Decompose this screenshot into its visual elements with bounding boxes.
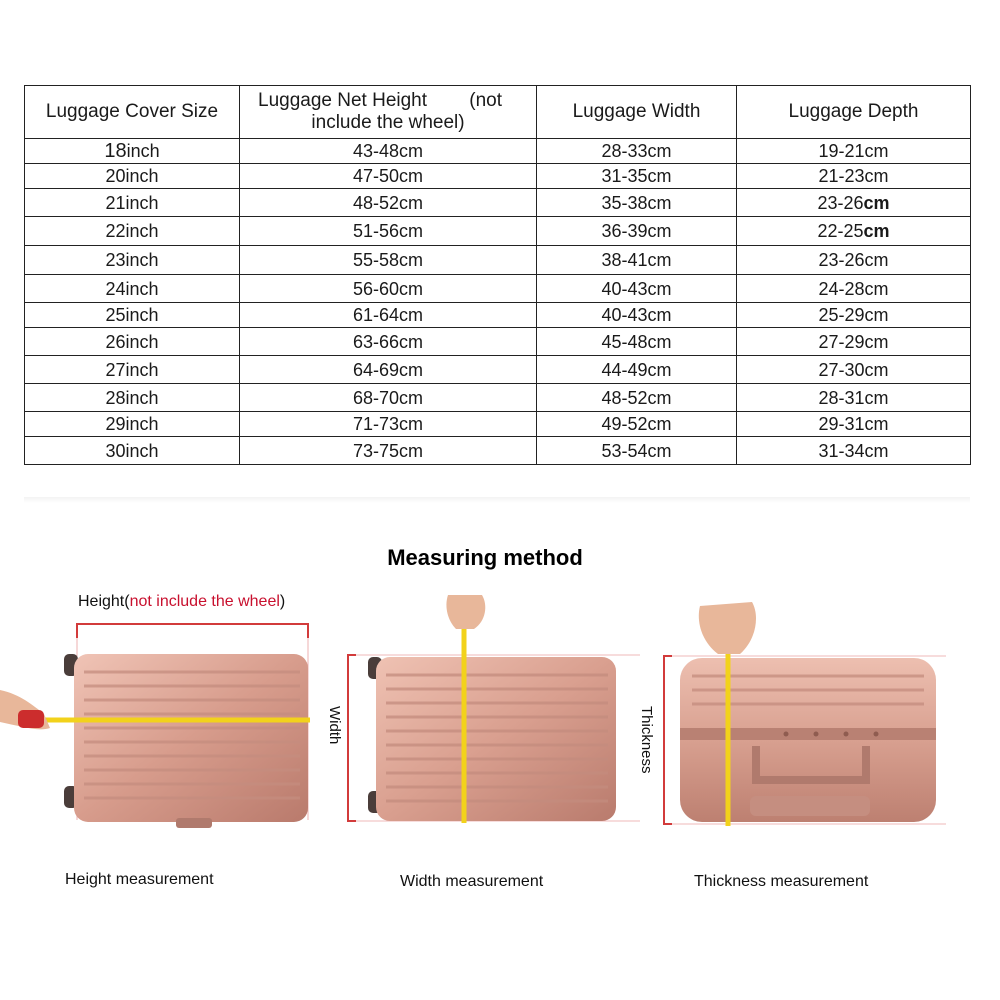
height-label-suffix: ) xyxy=(279,593,286,610)
table-row xyxy=(25,437,971,465)
header-width: Luggage Width xyxy=(537,86,737,139)
depth-unit: cm xyxy=(863,192,890,213)
table-row xyxy=(25,139,971,164)
cell-width: 48-52cm xyxy=(537,384,737,412)
size-number: 21 xyxy=(105,192,126,213)
thickness-side-label: Thickness xyxy=(638,706,655,774)
table-row xyxy=(25,275,971,303)
cell-height: 47-50cm xyxy=(240,164,537,189)
cell-depth: 25-29cm xyxy=(737,303,971,328)
table-row xyxy=(25,217,971,246)
size-number: 22 xyxy=(105,221,126,241)
cell-depth: 27-29cm xyxy=(737,328,971,356)
table-row xyxy=(25,412,971,437)
cell-size xyxy=(25,246,240,275)
height-label-prefix: Height( xyxy=(78,593,130,610)
size-number: 23 xyxy=(105,250,126,270)
table-row xyxy=(25,303,971,328)
cell-width: 49-52cm xyxy=(537,412,737,437)
size-number: 27 xyxy=(105,359,126,380)
caption-width: Width measurement xyxy=(400,873,544,890)
cell-width: 40-43cm xyxy=(537,275,737,303)
cell-size xyxy=(25,303,240,328)
cell-height: 71-73cm xyxy=(240,412,537,437)
table-row xyxy=(25,246,971,275)
header-net-height-line2: include the wheel) xyxy=(311,112,465,133)
cell-height: 64-69cm xyxy=(240,356,537,384)
table-row xyxy=(25,384,971,412)
cell-width: 53-54cm xyxy=(537,437,737,465)
cell-size xyxy=(25,217,240,246)
suitcase-front-width-illustration xyxy=(342,595,640,833)
size-unit: inch xyxy=(125,440,159,461)
table-row xyxy=(25,189,971,217)
table-row xyxy=(25,356,971,384)
size-number: 18 xyxy=(104,140,127,162)
header-net-height-line1: Luggage Net Height (not xyxy=(258,90,502,111)
cell-height: 55-58cm xyxy=(240,246,537,275)
caption-thickness: Thickness measurement xyxy=(694,873,869,890)
cell-width: 45-48cm xyxy=(537,328,737,356)
size-unit: inch xyxy=(125,387,159,408)
cell-size xyxy=(25,164,240,189)
cell-depth: 29-31cm xyxy=(737,412,971,437)
width-side-label: Width xyxy=(326,706,343,745)
cell-size xyxy=(25,437,240,465)
cell-size xyxy=(25,412,240,437)
cell-width: 28-33cm xyxy=(537,139,737,164)
width-measurement-image xyxy=(342,595,640,833)
cell-depth: 28-31cm xyxy=(737,384,971,412)
thickness-measurement-image xyxy=(656,600,956,832)
header-net-height xyxy=(240,86,537,139)
cell-width: 38-41cm xyxy=(537,246,737,275)
cell-size xyxy=(25,384,240,412)
size-unit: inch xyxy=(125,192,159,213)
cell-depth xyxy=(737,217,971,246)
cell-size xyxy=(25,275,240,303)
depth-number: 23-26 xyxy=(817,192,864,213)
size-unit: inch xyxy=(126,141,160,161)
depth-number: 22-25 xyxy=(817,221,864,241)
size-unit: inch xyxy=(125,305,159,325)
cell-height: 68-70cm xyxy=(240,384,537,412)
size-number: 24 xyxy=(105,278,126,299)
size-unit: inch xyxy=(125,414,159,434)
size-number: 30 xyxy=(105,440,126,461)
size-number: 25 xyxy=(105,305,126,325)
cell-depth: 27-30cm xyxy=(737,356,971,384)
luggage-size-table xyxy=(24,85,971,465)
header-cover-size: Luggage Cover Size xyxy=(25,86,240,139)
size-number: 28 xyxy=(105,387,126,408)
cell-width: 40-43cm xyxy=(537,303,737,328)
height-label xyxy=(78,593,285,611)
size-number: 20 xyxy=(105,166,126,186)
size-number: 26 xyxy=(105,331,126,352)
cell-height: 63-66cm xyxy=(240,328,537,356)
cell-height: 43-48cm xyxy=(240,139,537,164)
size-unit: inch xyxy=(125,166,159,186)
size-number: 29 xyxy=(105,414,126,434)
cell-width: 36-39cm xyxy=(537,217,737,246)
table-header-row xyxy=(25,86,971,139)
depth-unit: cm xyxy=(863,221,890,241)
cell-size xyxy=(25,139,240,164)
size-unit: inch xyxy=(125,359,159,380)
cell-width: 31-35cm xyxy=(537,164,737,189)
cell-depth: 21-23cm xyxy=(737,164,971,189)
size-unit: inch xyxy=(125,221,159,241)
height-measurement-image xyxy=(0,610,330,840)
suitcase-front-height-illustration xyxy=(0,610,330,840)
size-unit: inch xyxy=(125,278,159,299)
cell-height: 51-56cm xyxy=(240,217,537,246)
cell-height: 56-60cm xyxy=(240,275,537,303)
cell-width: 44-49cm xyxy=(537,356,737,384)
table-row xyxy=(25,164,971,189)
cell-size xyxy=(25,356,240,384)
size-unit: inch xyxy=(125,331,159,352)
suitcase-side-thickness-illustration xyxy=(656,600,956,832)
cell-size xyxy=(25,328,240,356)
table-row xyxy=(25,328,971,356)
cell-size xyxy=(25,189,240,217)
cell-depth: 24-28cm xyxy=(737,275,971,303)
cell-height: 48-52cm xyxy=(240,189,537,217)
height-label-note: not include the wheel xyxy=(129,593,280,610)
header-depth: Luggage Depth xyxy=(737,86,971,139)
section-title: Measuring method xyxy=(387,545,583,570)
cell-depth: 31-34cm xyxy=(737,437,971,465)
size-unit: inch xyxy=(125,250,159,270)
cell-width: 35-38cm xyxy=(537,189,737,217)
cell-depth xyxy=(737,189,971,217)
cell-height: 73-75cm xyxy=(240,437,537,465)
caption-height: Height measurement xyxy=(65,871,214,888)
cell-depth: 23-26cm xyxy=(737,246,971,275)
cell-height: 61-64cm xyxy=(240,303,537,328)
cell-depth: 19-21cm xyxy=(737,139,971,164)
section-divider xyxy=(24,497,970,503)
